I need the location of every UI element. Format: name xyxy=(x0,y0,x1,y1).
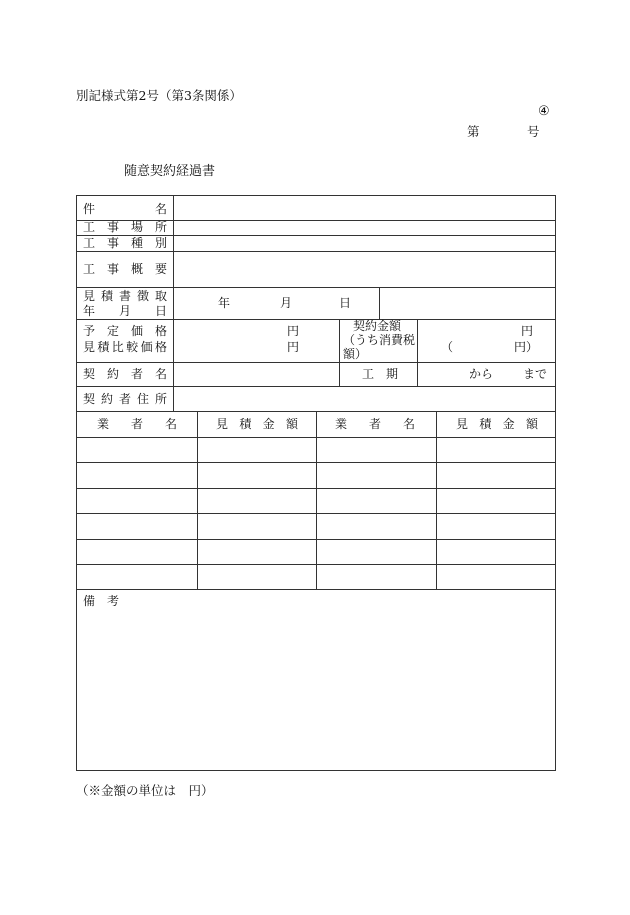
remarks-label: 備 考 xyxy=(83,594,119,608)
period-from: から xyxy=(469,367,494,381)
compare-price-label: 見 積 比 較 価 格 xyxy=(83,340,167,354)
document-title: 随意契約経過書 xyxy=(124,164,216,179)
case-name-label: 件 名 xyxy=(83,202,167,216)
planned-price-label: 予 定 価 格 xyxy=(83,324,167,338)
compare-price-yen: 円 xyxy=(287,340,300,354)
period-to: まで xyxy=(523,367,548,381)
work-overview-label: 工 事 概 要 xyxy=(83,262,167,276)
form-reference: 別記様式第2号（第3条関係） xyxy=(76,88,242,103)
tax-label-line1: （うち消費税 xyxy=(343,333,416,347)
bid-header-vendor-1: 業 者 名 xyxy=(97,417,177,431)
date-year: 年 xyxy=(218,296,231,310)
number-suffix: 号 xyxy=(527,124,540,139)
contractor-address-label: 契 約 者 住 所 xyxy=(83,392,167,406)
estimate-date-label-line1: 見 積 書 徴 取 xyxy=(83,289,167,303)
planned-price-yen: 円 xyxy=(287,324,300,338)
unit-note: （※金額の単位は 円） xyxy=(76,783,214,798)
number-prefix: 第 xyxy=(467,124,480,139)
bid-header-amount-2: 見 積 金 額 xyxy=(456,417,538,431)
bid-header-amount-1: 見 積 金 額 xyxy=(216,417,298,431)
tax-paren-open: （ xyxy=(441,340,454,354)
contract-amount-yen: 円 xyxy=(521,324,534,338)
work-location-label: 工 事 場 所 xyxy=(83,220,167,234)
tax-paren-close: 円） xyxy=(514,340,539,354)
work-type-label: 工 事 種 別 xyxy=(83,236,167,250)
period-label: 工 期 xyxy=(362,367,399,381)
date-day: 日 xyxy=(339,296,352,310)
contract-form-table xyxy=(76,195,556,771)
circled-number: ④ xyxy=(538,104,550,119)
estimate-date-label-line2: 年 月 日 xyxy=(83,304,167,318)
contract-amount-label: 契約金額 xyxy=(353,319,402,333)
contractor-name-label: 契 約 者 名 xyxy=(83,367,167,381)
bid-header-vendor-2: 業 者 名 xyxy=(335,417,415,431)
tax-label-line2: 額） xyxy=(343,347,368,361)
date-month: 月 xyxy=(280,296,293,310)
